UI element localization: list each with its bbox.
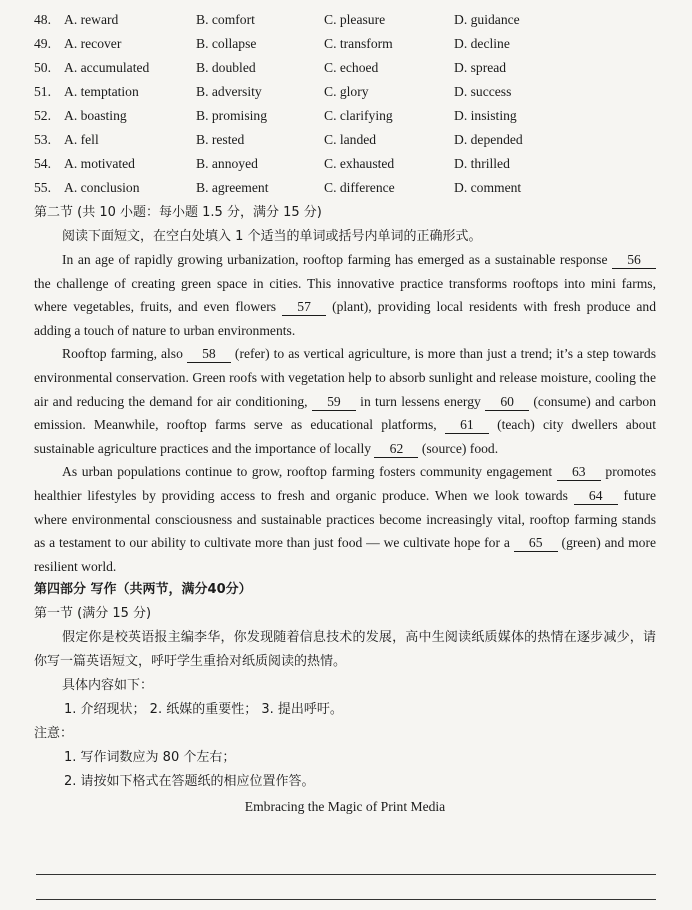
choice-a: A. recover [64, 36, 122, 51]
choice-c: C. exhausted [324, 156, 395, 171]
passage-text: (consume) and carbon emission. Meanwhile, rooftop farms serve as educational platforms, [34, 393, 656, 433]
part-4-heading: 第四部分 写作（共两节，满分40分） [34, 582, 252, 598]
passage-text: in turn lessens energy [355, 393, 486, 409]
answer-line [36, 874, 656, 875]
choice-a: A. boasting [64, 108, 127, 123]
option-row-51 [34, 80, 656, 104]
choice-a: A. fell [64, 132, 99, 147]
choice-c: C. clarifying [324, 108, 393, 123]
content-label: 具体内容如下： [62, 677, 154, 693]
passage-text: As urban populations continue to grow, rooftop farming fosters community engagement [62, 464, 557, 480]
blank-57: 57 [282, 298, 326, 316]
content-points: 1. 介绍现状； 2. 纸媒的重要性； 3. 提出呼吁。 [64, 701, 343, 717]
choice-d: D. spread [454, 60, 507, 75]
blank-64: 64 [574, 487, 618, 505]
option-row-53 [34, 128, 656, 152]
note-item-1: 1. 写作词数应为 80 个左右； [64, 749, 236, 765]
passage-paragraph-2 [34, 342, 656, 460]
passage-paragraph-1 [34, 248, 656, 342]
question-number: 50. [34, 60, 51, 75]
choice-b: B. promising [196, 108, 267, 123]
choice-b: B. rested [196, 132, 245, 147]
passage-text: Rooftop farming, also [62, 346, 187, 362]
passage-text: (teach) city dwellers about sustainable agriculture practices and the importance of locally [34, 417, 656, 456]
choice-d: D. comment [454, 180, 522, 195]
section-2-heading: 第二节 (共 10 小题：每小题 1.5 分，满分 15 分) [34, 205, 322, 220]
choice-d: D. depended [454, 132, 523, 147]
blank-60: 60 [485, 393, 529, 411]
note-item-2: 2. 请按如下格式在答题纸的相应位置作答。 [64, 773, 315, 789]
blank-58: 58 [187, 345, 231, 363]
choice-b: B. doubled [196, 60, 256, 75]
part-4-section-1-heading: 第一节 (满分 15 分) [34, 606, 152, 622]
passage-text: (source) food. [418, 440, 499, 456]
blank-61: 61 [445, 416, 489, 434]
question-number: 54. [34, 156, 51, 171]
choice-c: C. glory [324, 84, 369, 99]
choice-b: B. annoyed [196, 156, 258, 171]
section-2-instruction: 阅读下面短文，在空白处填入 1 个适当的单词或括号内单词的正确形式。 [62, 229, 482, 244]
essay-title: Embracing the Magic of Print Media [244, 798, 446, 814]
choice-c: C. echoed [324, 60, 379, 75]
option-row-55 [34, 176, 656, 200]
choice-c: C. transform [324, 36, 393, 51]
writing-prompt: 假定你是校英语报主编李华，你发现随着信息技术的发展，高中生阅读纸质媒体的热情在逐步减少，请你写一篇英语短文，呼吁学生重拾对纸质阅读的热情。 [34, 630, 656, 669]
blank-59: 59 [312, 393, 356, 411]
passage-text: (plant), providing local residents with fresh produce and adding a touch of nature to urban environments. [34, 299, 656, 338]
choice-a: A. accumulated [64, 60, 150, 75]
choice-a: A. conclusion [64, 180, 140, 195]
options-table [34, 8, 656, 200]
answer-line [36, 899, 656, 900]
choice-b: B. adversity [196, 84, 262, 99]
question-number: 52. [34, 108, 51, 123]
question-number: 48. [34, 12, 51, 27]
blank-65: 65 [514, 534, 558, 552]
choice-d: D. insisting [454, 108, 517, 123]
passage-text: promotes healthier lifestyles by providing access to fresh and organic produce. When we look towards [34, 464, 656, 503]
choice-d: D. success [454, 84, 512, 99]
choice-c: C. pleasure [324, 12, 386, 27]
option-row-49 [34, 32, 656, 56]
option-row-54 [34, 152, 656, 176]
choice-c: C. difference [324, 180, 395, 195]
choice-a: A. reward [64, 12, 119, 27]
choice-b: B. comfort [196, 12, 255, 27]
choice-b: B. agreement [196, 180, 269, 195]
blank-56: 56 [612, 251, 656, 269]
passage-text: future where environmental consciousness and sustainable practices become increasingly vital, rooftop farming stands as a testament to our ability to cultivate more than just food — we cultivate hope for a [34, 487, 657, 551]
blank-63: 63 [557, 463, 601, 481]
question-number: 51. [34, 84, 51, 99]
passage-text: In an age of rapidly growing urbanization, rooftop farming has emerged as a sustainable response [62, 252, 612, 267]
choice-d: D. thrilled [454, 156, 510, 171]
choice-b: B. collapse [196, 36, 257, 51]
choice-d: D. decline [454, 36, 510, 51]
choice-c: C. landed [324, 132, 377, 147]
choice-a: A. temptation [64, 84, 139, 99]
passage-text: (refer) to as vertical agriculture, is more than just a trend; it’s a step towards environmental conservation. Green roofs with vegetation help to absorb sunlight and release moisture, cooling the air and reducing the demand for air conditioning, [34, 346, 656, 409]
note-label: 注意： [34, 725, 74, 741]
passage-text: (green) and more resilient world. [34, 535, 657, 574]
choice-d: D. guidance [454, 12, 520, 27]
passage-text: the challenge of creating green space in cities. This innovative practice transforms rooftops into mini farms, where vegetables, fruits, and even flowers [34, 275, 656, 315]
passage-paragraph-3 [34, 460, 656, 578]
question-number: 55. [34, 180, 51, 195]
choice-a: A. motivated [64, 156, 135, 171]
question-number: 53. [34, 132, 51, 147]
question-number: 49. [34, 36, 51, 51]
option-row-52 [34, 104, 656, 128]
option-row-50 [34, 56, 656, 80]
blank-62: 62 [374, 440, 418, 458]
option-row-48 [34, 8, 656, 32]
